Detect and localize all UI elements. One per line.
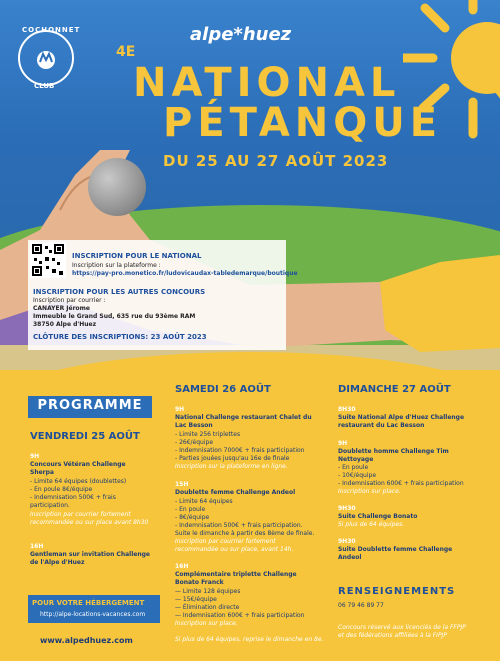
event-time: 8H30 (338, 406, 356, 413)
event-title: Doublette femme Challenge Andeol (175, 489, 296, 496)
event-detail: - Limite 64 équipes (doublettes) (30, 478, 127, 485)
event-detail: - En poule 8€/équipe (30, 486, 93, 493)
title-national: NATIONAL (133, 60, 401, 106)
event-time: 9H30 (338, 538, 356, 545)
event-title: Suite National Alpe d'Huez Challenge restaurant du Lac Besson (338, 414, 465, 429)
sunday-heading: DIMANCHE 27 AOÛT (338, 384, 451, 395)
saturday-footnote: Si plus de 64 équipes, reprise le dimanche en 8e. (175, 636, 324, 643)
contact-address-line1: Immeuble le Grand Sud, 635 rue du 93ème RAM (33, 313, 196, 320)
cochonnet-club-logo (18, 30, 74, 86)
event-detail: - En poule (338, 464, 369, 471)
national-registration-subtitle: Inscription sur la plateforme : (72, 262, 161, 269)
event-title: Doublette homme Challenge Tim Nettoyage (338, 448, 449, 463)
lodging-title: POUR VOTRE HÉBERGEMENT (32, 599, 145, 607)
event-detail: - Indemnisation 500€ + frais participation. (30, 494, 116, 509)
event-note: Inscription sur la plateforme en ligne. (175, 463, 288, 470)
other-registration-title: INSCRIPTION POUR LES AUTRES CONCOURS (33, 288, 206, 296)
event-detail: - Indemnisation 500€ + frais participation. (175, 522, 303, 529)
event-time: 15H (175, 481, 189, 488)
event-detail: - Parties jouées jusqu'au 16e de finale (175, 455, 290, 462)
event-detail: - 8€/équipe (175, 514, 210, 521)
event-title: Suite Challenge Bonato (338, 513, 418, 520)
event-title: Concours Vétéran Challenge Sherpa (30, 461, 126, 476)
event-detail: — Élimination directe (175, 604, 240, 611)
club-name: COCHONNET (22, 26, 81, 34)
national-registration-link[interactable]: https://pay-pro.monetico.fr/ludovicaudax-tabledemarque/boutique (72, 270, 298, 277)
event-time: 16H (175, 563, 189, 570)
contact-heading: RENSEIGNEMENTS (338, 586, 456, 597)
event-detail: - Indemnisation 7000€ + frais participation (175, 447, 305, 454)
edition-number: 4E (116, 44, 136, 60)
petanque-ball-icon (88, 158, 146, 216)
national-registration-title: INSCRIPTION POUR LE NATIONAL (72, 252, 202, 260)
event-time: 16H (30, 543, 44, 550)
event-title: National Challenge restaurant Chalet du Lac Besson (175, 414, 312, 429)
event-time: 9H (338, 440, 348, 447)
event-title: Suite Doublette femme Challenge Andeol (338, 546, 453, 561)
event-detail: Suite le dimanche à partir des 8ème de finale. (175, 530, 315, 537)
registration-closing: CLÔTURE DES INSCRIPTIONS: 23 AOÛT 2023 (33, 333, 207, 341)
event-detail: — 15€/équipe (175, 596, 217, 603)
event-note: Inscription sur place. (338, 488, 401, 495)
event-detail: - Limite 64 équipes (175, 498, 233, 505)
website-link[interactable]: www.alpedhuez.com (40, 636, 133, 645)
event-note: Inscription par courrier fortement recommandée ou sur place avant 8h30 (30, 511, 149, 526)
event-note: Inscription sur place. (175, 620, 238, 627)
event-time: 9H (175, 406, 185, 413)
event-note: Inscription par courrier fortement recommandée ou sur place, avant 14h. (175, 538, 294, 553)
event-detail: - Limite 256 triplettes (175, 431, 241, 438)
other-registration-subtitle: Inscription par courrier : (33, 297, 106, 304)
contact-name: CANAYER Jérome (33, 305, 90, 312)
contact-phone[interactable]: 06 79 46 89 77 (338, 602, 384, 609)
club-suffix: CLUB (34, 82, 55, 90)
event-title: Gentleman sur invitation Challenge de l'Alpe d'Huez (30, 551, 150, 566)
event-detail: — Indemnisation 600€ + frais participation (175, 612, 305, 619)
qr-code-icon (30, 242, 66, 278)
saturday-heading: SAMEDI 26 AOÛT (175, 384, 271, 395)
event-detail: - 10€/équipe (338, 472, 377, 479)
event-time: 9H (30, 453, 40, 460)
event-detail: - Indemnisation 600€ + frais participation (338, 480, 464, 487)
eligibility-note: Concours réservé aux licenciés de la FFPJP et des fédérations affiliées à la FIPJP (338, 624, 466, 639)
friday-heading: VENDREDI 25 AOÛT (30, 431, 140, 442)
event-detail: — Limite 128 équipes (175, 588, 241, 595)
event-note: Si plus de 64 équipes. (338, 521, 405, 528)
event-dates: DU 25 AU 27 AOÛT 2023 (163, 152, 389, 170)
event-detail: - En poule (175, 506, 206, 513)
title-petanque: PÉTANQUE (163, 100, 443, 146)
lodging-link[interactable]: http://alpe-locations-vacances.com (40, 611, 146, 618)
event-time: 9H30 (338, 505, 356, 512)
event-title: Complémentaire triplette Challenge Bonato Franck (175, 571, 297, 586)
contact-address-line2: 38750 Alpe d'Huez (33, 321, 97, 328)
event-detail: - 26€/équipe (175, 439, 214, 446)
programme-title: PROGRAMME (37, 398, 143, 413)
brand-logo: alpe*huez (190, 24, 292, 45)
